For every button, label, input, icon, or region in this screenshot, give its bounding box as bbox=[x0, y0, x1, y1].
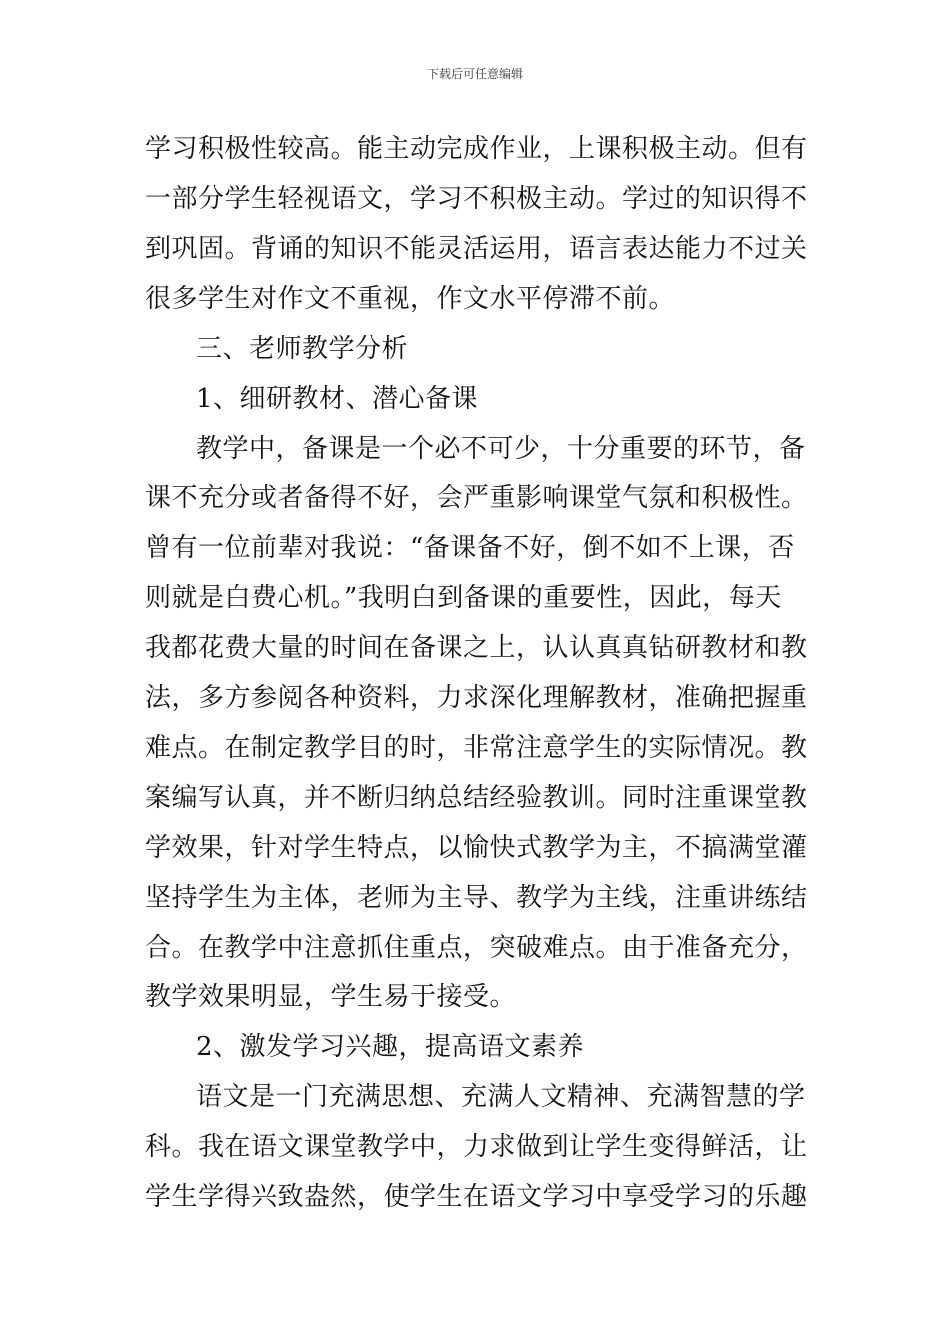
text-line: 坚持学生为主体，老师为主导、教学为主线，注重讲练结 bbox=[145, 883, 808, 913]
text-line: 我都花费大量的时间在备课之上，认认真真钻研教材和教 bbox=[145, 633, 808, 663]
section-heading: 三、老师教学分析 bbox=[196, 334, 409, 364]
text-line: 教学中，备课是一个必不可少，十分重要的环节，备 bbox=[196, 434, 806, 464]
text-line: 科。我在语文课堂教学中，力求做到让学生变得鲜活，让 bbox=[145, 1132, 808, 1162]
text-line: 合。在教学中注意抓住重点，突破难点。由于准备充分， bbox=[145, 933, 808, 963]
text-line: 学生学得兴致盎然，使学生在语文学习中享受学习的乐趣 bbox=[145, 1182, 808, 1212]
page-header: 下载后可任意编辑 bbox=[426, 67, 523, 81]
text-line: 学习积极性较高。能主动完成作业，上课积极主动。但有 bbox=[145, 134, 808, 164]
subsection-heading: 1、细研教材、潜心备课 bbox=[196, 384, 479, 414]
text-line: 则就是白费心机。”我明白到备课的重要性，因此，每天 bbox=[145, 583, 782, 613]
text-line: 教学效果明显，学生易于接受。 bbox=[145, 982, 517, 1012]
text-line: 学效果，针对学生特点，以愉快式教学为主，不搞满堂灌 bbox=[145, 833, 808, 863]
text-line: 法，多方参阅各种资料，力求深化理解教材，准确把握重 bbox=[145, 683, 808, 713]
text-line: 案编写认真，并不断归纳总结经验教训。同时注重课堂教 bbox=[145, 783, 808, 813]
text-line: 很多学生对作文不重视，作文水平停滞不前。 bbox=[145, 284, 676, 314]
text-line: 课不充分或者备得不好，会严重影响课堂气氛和积极性。 bbox=[145, 483, 808, 513]
text-line: 语文是一门充满思想、充满人文精神、充满智慧的学 bbox=[196, 1082, 806, 1112]
text-line: 曾有一位前辈对我说：“备课备不好，倒不如不上课，否 bbox=[145, 533, 795, 563]
text-line: 到巩固。背诵的知识不能灵活运用，语言表达能力不过关 bbox=[145, 234, 808, 264]
subsection-heading: 2、激发学习兴趣，提高语文素养 bbox=[196, 1032, 585, 1062]
text-line: 难点。在制定教学目的时，非常注意学生的实际情况。教 bbox=[145, 733, 808, 763]
text-line: 一部分学生轻视语文，学习不积极主动。学过的知识得不 bbox=[145, 184, 808, 214]
